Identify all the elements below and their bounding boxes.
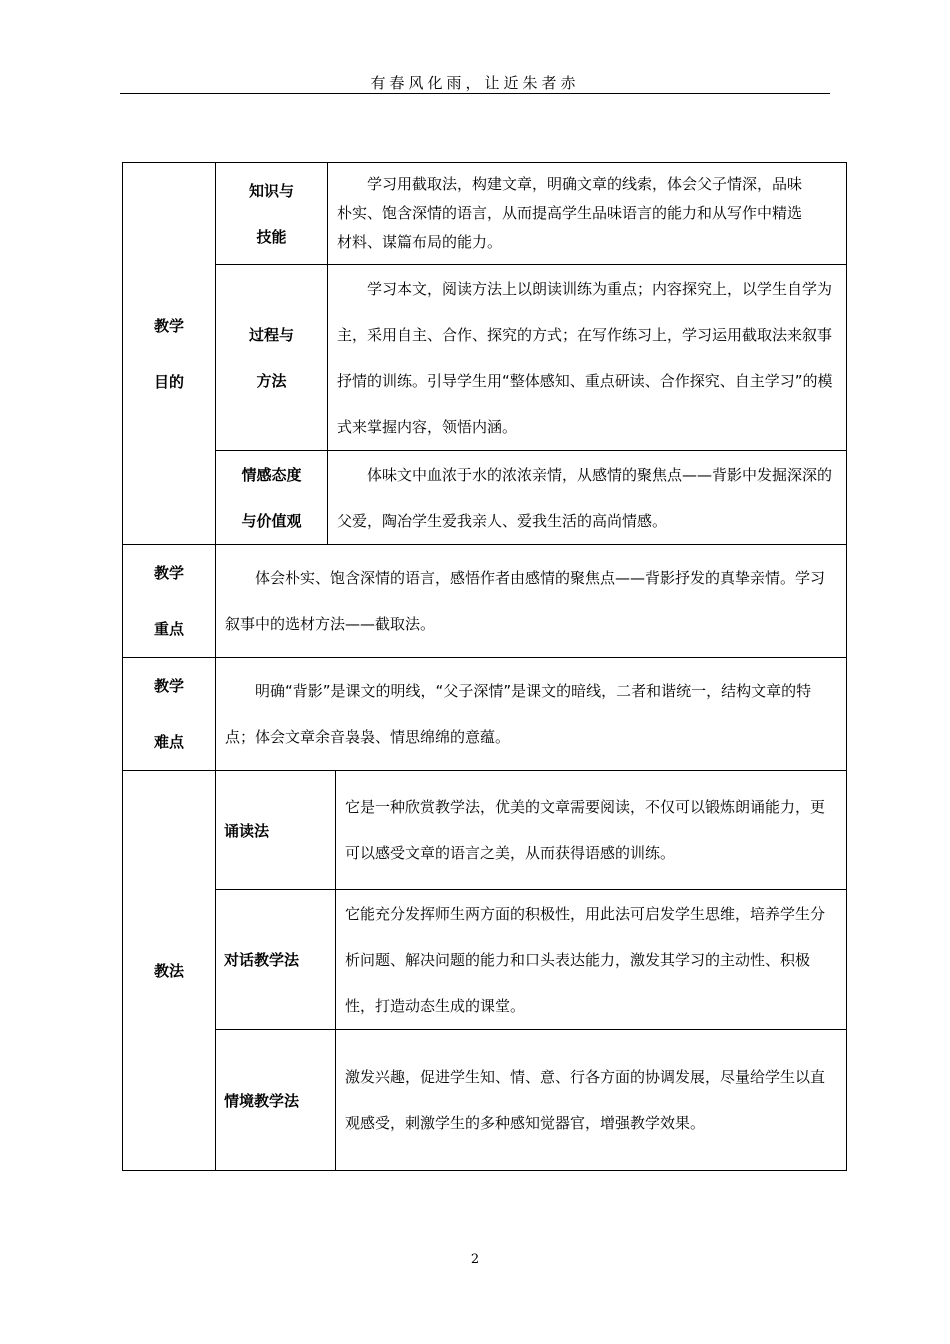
emotion-label-line2: 与价值观: [241, 511, 302, 530]
key-points-text: 体会朴实、饱含深情的语言，感悟作者由感情的聚焦点——背影抒发的真挚亲情。学习叙事中的选材方法——截取法。: [225, 569, 826, 633]
difficulties-text: 明确“背影”是课文的明线，“父子深情”是课文的暗线，二者和谐统一，结构文章的特点；体会文章余音袅袅、情思绵绵的意蕴。: [225, 682, 812, 746]
key-points-label-line2: 重点: [153, 620, 184, 638]
header-rule: [120, 93, 830, 94]
objectives-label-line1: 教学: [153, 316, 184, 335]
table-row: [123, 163, 847, 265]
page-header: 有春风化雨，让近朱者赤: [370, 74, 580, 92]
process-cell: [328, 265, 847, 451]
difficulties-cell: [216, 658, 847, 771]
process-label-line2: 方法: [256, 371, 287, 390]
knowledge-label-line1: 知识与: [248, 181, 294, 200]
key-points-label-line1: 教学: [153, 564, 184, 582]
emotion-cell: [328, 451, 847, 545]
emotion-label-line1: 情感态度: [241, 465, 302, 484]
knowledge-text: 学习用截取法，构建文章，明确文章的线索，体会父子情深，品味朴实、饱含深情的语言，从而提高学生品味语言的能力和从写作中精选材料、谋篇布局的能力。: [337, 175, 803, 251]
method-name: 对话教学法: [216, 890, 336, 1030]
method-name: 诵读法: [216, 771, 336, 890]
table-row: [123, 771, 847, 890]
process-label: [216, 265, 328, 451]
knowledge-cell: [328, 163, 847, 265]
process-label-line1: 过程与: [248, 325, 294, 344]
objectives-label-line2: 目的: [153, 372, 184, 391]
process-text: 学习本文，阅读方法上以朗读训练为重点；内容探究上，以学生自学为主，采用自主、合作、探究的方式；在写作练习上，学习运用截取法来叙事抒情的训练。引导学生用“整体感知、重点研读、合作探究、自主学习”的模式来掌握内容，领悟内涵。: [337, 279, 833, 436]
difficulties-label-line2: 难点: [153, 733, 184, 751]
knowledge-label: [216, 163, 328, 265]
key-points-cell: [216, 545, 847, 658]
method-cell: [336, 771, 847, 890]
table-row: [123, 545, 847, 658]
table-row: [123, 1030, 847, 1171]
objectives-label: [123, 163, 216, 545]
method-name: 情境教学法: [216, 1030, 336, 1171]
difficulties-label: [123, 658, 216, 771]
emotion-label: [216, 451, 328, 545]
page-number: 2: [470, 1252, 480, 1267]
table-row: [123, 265, 847, 451]
emotion-text: 体味文中血浓于水的浓浓亲情，从感情的聚焦点——背影中发掘深深的父爱，陶冶学生爱我亲人、爱我生活的高尚情感。: [337, 465, 833, 530]
knowledge-label-line2: 技能: [256, 227, 287, 246]
table-row: [123, 451, 847, 545]
method-text: 它能充分发挥师生两方面的积极性，用此法可启发学生思维，培养学生分析问题、解决问题的能力和口头表达能力，激发其学习的主动性、积极性，打造动态生成的课堂。: [345, 904, 826, 1015]
method-text: 它是一种欣赏教学法，优美的文章需要阅读，不仅可以锻炼朗诵能力，更可以感受文章的语言之美，从而获得语感的训练。: [345, 798, 826, 862]
methods-label: 教法: [123, 771, 216, 1171]
method-cell: [336, 1030, 847, 1171]
key-points-label: [123, 545, 216, 658]
method-cell: [336, 890, 847, 1030]
table-row: [123, 890, 847, 1030]
difficulties-label-line1: 教学: [153, 677, 184, 695]
table-row: [123, 658, 847, 771]
lesson-plan-table: [122, 162, 847, 1171]
method-text: 激发兴趣，促进学生知、情、意、行各方面的协调发展，尽量给学生以直观感受，刺激学生的多种感知觉器官，增强教学效果。: [345, 1068, 826, 1132]
